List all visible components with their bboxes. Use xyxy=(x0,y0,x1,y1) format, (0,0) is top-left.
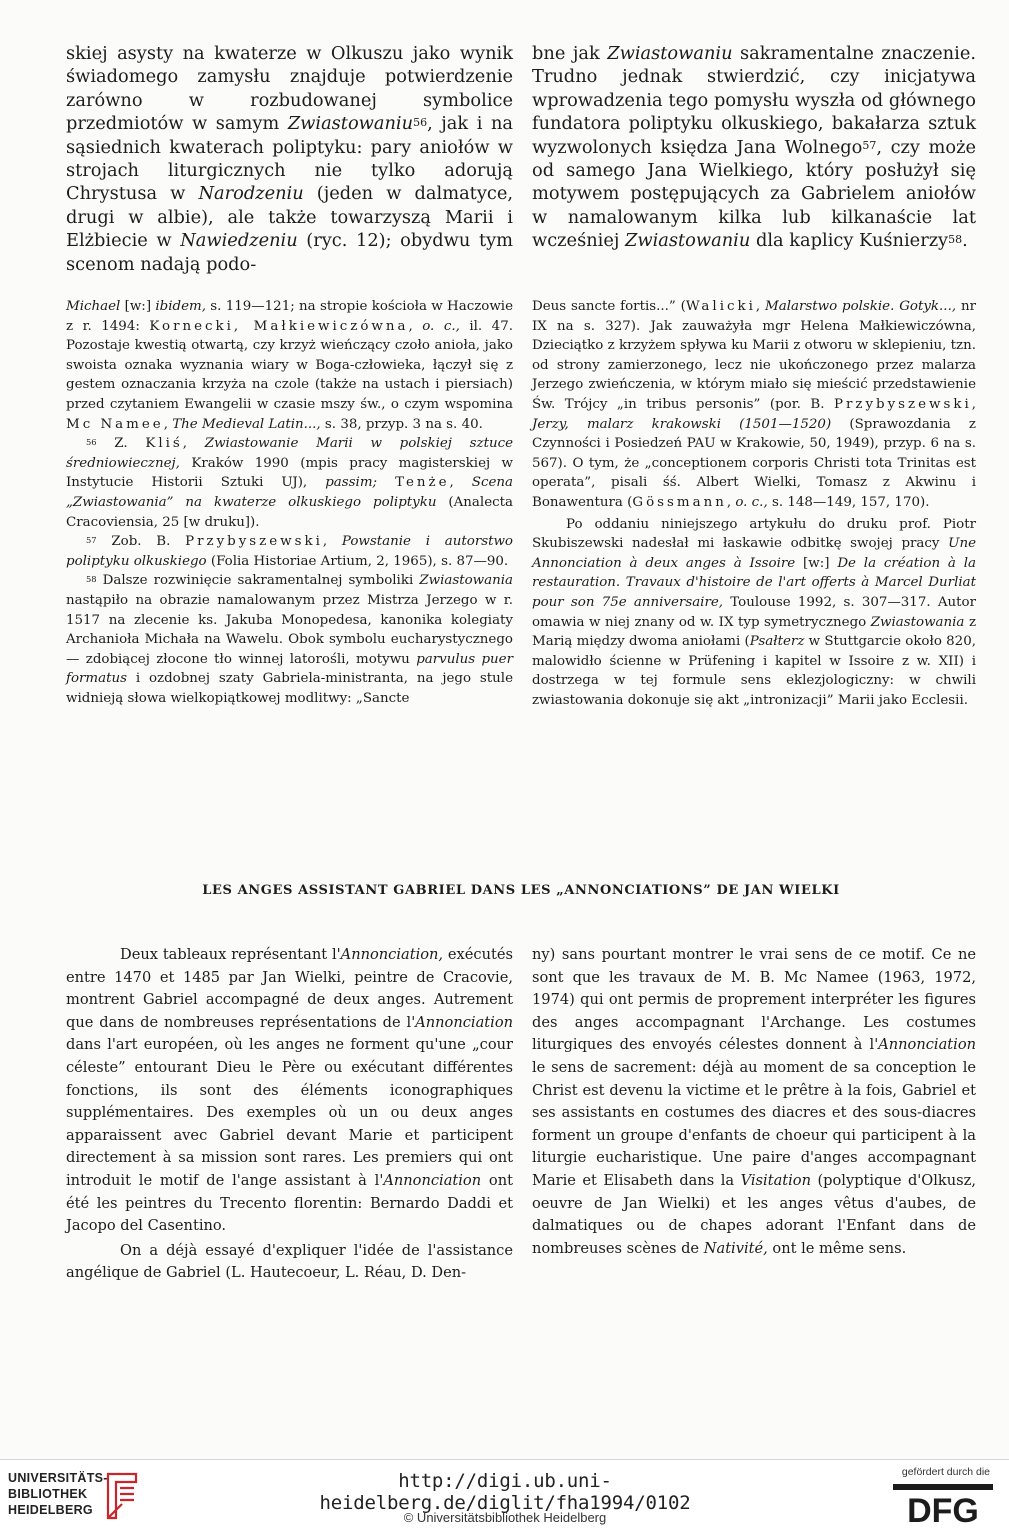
text-run: . xyxy=(962,230,968,252)
author-name: Przybyszewski xyxy=(833,396,972,412)
footnotes-left xyxy=(66,297,513,708)
library-name[interactable] xyxy=(8,1470,108,1518)
text-run: , czy może od samego Jana Wielkiego, który posłużył się motywem postępujących za Gabrielem aniołów w namalowanym kilka lub kilkanaście lat wcześniej xyxy=(532,136,976,252)
footnote-marker: 56 xyxy=(86,436,97,447)
text-run: ont été les peintres du Trecento florentin: Bernardo Daddi et Jacopo del Casentino. xyxy=(66,1171,513,1235)
footnote-marker: 57 xyxy=(86,534,97,545)
text-run: sakramentalne znaczenie. Trudno jednak stwierdzić, czy inicjatywa wprowadzenia tego pomysłu wyszła od głównego fundatora poliptyku olkuskiego, bakałarza sztuk wyzwolonych księdza Jana Wolnego xyxy=(532,43,976,158)
italic-text: Zwiastowania xyxy=(870,614,965,630)
text-run: ont le même sens. xyxy=(767,1239,907,1257)
paragraph xyxy=(66,42,513,276)
italic-text: Psałterz xyxy=(749,634,805,650)
text-run: Deux tableaux représentant l' xyxy=(120,946,341,963)
italic-text: Annonciation xyxy=(383,1171,482,1189)
text-run: w Stuttgarcie około 820, malowidło ścienne w Prüfening i kapitel w Issoire z w. XII) i dostrzega w tej formule sens eklezjologiczny: w chwili zwiastowania dokonuje się akt „intronizacji” Marii jako Ecclesii. xyxy=(532,634,976,708)
author-name: Mc Namee xyxy=(66,416,164,432)
text-run: (Folia Historiae Artium, 2, 1965), s. 87—90. xyxy=(206,553,509,569)
footnote-marker: 56 xyxy=(413,115,428,129)
italic-text: Annonciation xyxy=(878,1036,976,1054)
text-run: , xyxy=(182,436,205,452)
text-run: Dalsze rozwinięcie sakramentalnej symboliki xyxy=(96,573,420,589)
italic-text: ibidem, xyxy=(155,299,206,314)
text-run: s. 119—121; na stropie kościoła w Haczowie z r. 1494: xyxy=(66,299,514,334)
italic-text: Visitation xyxy=(740,1171,811,1189)
italic-text: Powstanie i autorstwo poliptyku olkuskiego xyxy=(66,534,513,569)
text-run: nr IX na s. 327). Jak zauważyła mgr Helena Małkiewiczówna, Dzieciątko z krzyżem spływa ku Marii z otworu w sklepieniu, tzn. od strony zamierzonego, lecz nie ukończonego przez malarza Jerzego zwieńczenia, w którym miało się mieścić przedstawienie Św. Trójcy „in tribus personis” (por. B. xyxy=(532,299,976,412)
author-name: Walicki xyxy=(685,299,756,314)
library-name-line: BIBLIOTHEK xyxy=(8,1487,88,1501)
author-name: Gössmann xyxy=(632,494,727,510)
paragraph xyxy=(532,297,976,513)
text-run: Kraków 1990 (mpis pracy magisterskiej w Instytucie Historii Sztuki UJ), xyxy=(66,455,513,491)
italic-text: Jerzy, malarz krakowski (1501—1520) xyxy=(532,416,832,432)
summary-text-left xyxy=(66,944,513,1285)
summary-title: LES ANGES ASSISTANT GABRIEL DANS LES „ANNONCIATIONS” DE JAN WIELKI xyxy=(202,883,840,898)
italic-text: Une Annonciation à deux anges à Issoire xyxy=(532,536,976,571)
main-text-left xyxy=(66,42,513,276)
paragraph xyxy=(66,1240,513,1285)
text-run: ny) sans pourtant montrer le vrai sens de ce motif. Ce ne sont que les travaux de M. B. Mc Namee (1963, 1972, 1974) qui ont permis de proprement interpréter les figures des anges accompagnant l'Archange. Les costumes liturgiques des envoyés célestes donnent à l' xyxy=(532,946,976,1054)
italic-text: Zwiastowaniu xyxy=(287,113,414,135)
italic-text: Zwiastowaniu xyxy=(607,43,733,64)
text-run: (Sprawozdania z Czynności i Posiedzeń PAU w Krakowie, 50, 1949), przyp. 6 na s. 567). O tym, że „conceptionem corporis Christi tota Trinitas est operata”, pisali śś. Albert Wielki, Tomasz z Akwinu i Bonawentura ( xyxy=(532,416,976,510)
italic-text: The Medieval Latin..., xyxy=(172,416,321,432)
italic-text: parvulus puer formatus xyxy=(66,651,514,687)
italic-text: De la création à la restauration. Travaux d'histoire de l'art offerts à Marcel Durliat pour son 75e anniversaire, xyxy=(532,555,976,610)
text-run: (ryc. 12); obydwu tym scenom nadają podo- xyxy=(66,230,513,275)
italic-text: Zwiastowaniu xyxy=(625,230,751,252)
text-run: Zob. B. xyxy=(96,534,186,550)
library-name-line: HEIDELBERG xyxy=(8,1503,93,1517)
text-run: skiej asysty na kwaterze w Olkuszu jako wynik świadomego zamysłu znajduje potwierdzenie zarówno w rozbudowanej symbolice przedmiotów w samym xyxy=(66,43,513,135)
footer-bar xyxy=(0,1460,1009,1533)
text-run: , xyxy=(971,396,976,412)
text-run: (Analecta Cracoviensia, 25 [w druku]). xyxy=(66,494,513,530)
summary-text-right xyxy=(532,944,976,1260)
text-run: s. 38, przyp. 3 na s. 40. xyxy=(320,416,483,432)
text-run: i ozdobnej szaty Gabriela-ministranta, na jego stule widnieją słowa wielkopiątkowej modlitwy: „Sancte xyxy=(66,671,513,706)
text-run: , xyxy=(726,494,736,510)
paragraph xyxy=(532,515,976,711)
text-run: il. 47. Pozostaje kwestią otwartą, czy krzyż wieńczący czoło anioła, jako swoista oznaka wyznania wiary w Boga-człowieka, łączył się z gestem oznaczania krzyża na czole (także na ustach i piersiach) przed czytaniem Ewangelii w czasie mszy św., o czym wspomina xyxy=(66,318,513,412)
text-run: (jeden w dalmatyce, drugi w albie), ale także towarzyszą Marii i Elżbiecie w xyxy=(66,183,513,252)
dfg-logo-icon[interactable] xyxy=(893,1480,993,1524)
text-run: dla kaplicy Kuśnierzy xyxy=(750,230,949,252)
paragraph xyxy=(532,944,976,1260)
main-text-right xyxy=(532,42,976,253)
permalink-url[interactable]: http://digi.ub.uni-heidelberg.de/diglit/fha1994/0102 xyxy=(319,1470,691,1514)
footnote xyxy=(66,434,513,532)
paragraph xyxy=(66,944,513,1238)
author-name: Kornecki, Małkiewiczówna xyxy=(149,318,409,334)
italic-text: Narodzeniu xyxy=(198,183,304,205)
text-run: z Marią między dwoma aniołami ( xyxy=(532,614,977,650)
text-run: , xyxy=(449,475,472,491)
italic-text: Malarstwo polskie. Gotyk..., xyxy=(765,299,957,314)
author-name: Przybyszewski xyxy=(185,534,323,550)
footnote-marker: 57 xyxy=(862,139,877,153)
italic-text: Scena „Zwiastowania” na kwaterze olkuskiego poliptyku xyxy=(66,475,514,510)
italic-text: Annonciation, xyxy=(340,946,444,963)
text-run: exécutés entre 1470 et 1485 par Jan Wielki, peintre de Cracovie, montrent Gabriel accompagné de deux anges. Autrement que dans de nombreuses représentations de l' xyxy=(66,946,513,1031)
text-run: , xyxy=(755,299,765,314)
text-run: s. 148—149, 157, 170). xyxy=(767,494,930,510)
footnote-marker: 58 xyxy=(948,232,963,246)
text-run: [w:] xyxy=(120,299,156,314)
text-run: , jak i na sąsiednich kwaterach poliptyku: pary aniołów w strojach liturgicznych nie tylko adorują Chrystusa w xyxy=(66,113,513,205)
text-run: [w:] xyxy=(795,555,838,571)
text-run: le sens de sacrement: déjà au moment de sa conception le Christ est devenu la victime et le prêtre à la fois, Gabriel et ses assistants en costumes des diacres et des sous-diacres forment un groupe d'enfants de choeur qui participent à la liturgie eucharistique. Une paire d'anges accompagnant Marie et Elisabeth dans la xyxy=(532,1058,976,1189)
library-logo-icon[interactable] xyxy=(102,1468,142,1526)
library-name-line: UNIVERSITÄTS- xyxy=(8,1471,108,1485)
text-run: , xyxy=(408,318,423,334)
text-run: Po oddaniu niniejszego artykułu do druku prof. Piotr Skubiszewski nadesłał mi łaskawie odbitkę swojej pracy xyxy=(532,516,976,552)
footnote xyxy=(66,532,513,571)
text-run: dans l'art européen, où les anges ne forment qu'une „cour céleste” entourant Dieu le Père ou exécutant différentes fonctions, ils sont des éléments iconographiques supplémentaires. Des exemples où un ou deux anges apparaissent avec Gabriel devant Marie et participent directement à sa mission sont rares. Les premiers qui ont introduit le motif de l'ange assistant à l' xyxy=(66,1036,513,1189)
author-name: Tenże xyxy=(395,475,450,491)
text-run: On a déjà essayé d'expliquer l'idée de l'assistance angélique de Gabriel (L. Hautecoeur, L. Réau, D. Den- xyxy=(66,1241,513,1282)
italic-text: passim; xyxy=(325,475,378,491)
text-run: , xyxy=(322,534,342,550)
italic-text: Zwiastowania xyxy=(419,573,513,589)
paragraph xyxy=(66,297,513,434)
italic-text: Michael xyxy=(66,299,121,314)
copyright-notice: © Universitätsbibliothek Heidelberg xyxy=(403,1510,607,1525)
italic-text: Annonciation xyxy=(415,1013,513,1031)
text-run: Toulouse 1992, s. 307—317. Autor omawia w niej znany od w. IX typ symetrycznego xyxy=(532,594,976,630)
text-run: nastąpiło na obrazie namalowanym przez Mistrza Jerzego w r. 1517 na zlecenie ks. Jakuba Monopedesa, kanonika kolegiaty Archanioła Michała na Wawelu. Obok symbolu eucharystycznego — zdobiącej złocone tło winnej latorośli, motywu xyxy=(66,592,513,667)
italic-text: Zwiastowanie Marii w polskiej sztuce średniowiecznej, xyxy=(66,436,514,471)
footnote xyxy=(66,571,513,708)
italic-text: o. c., xyxy=(422,318,460,334)
text-run: bne jak xyxy=(532,43,608,64)
text-run: , xyxy=(163,416,173,432)
text-run xyxy=(377,475,395,490)
dfg-logo-text: DFG xyxy=(907,1492,979,1524)
paragraph xyxy=(532,42,976,253)
text-run: (polyptique d'Olkusz, oeuvre de Jan Wielki) et les anges vêtus d'aubes, de dalmatiques ou de chapes adorant l'Enfant dans de nombreuses scènes de xyxy=(532,1171,976,1257)
text-run: Z. xyxy=(96,436,146,452)
italic-text: Nawiedzeniu xyxy=(180,230,298,252)
funded-by-label: gefördert durch die xyxy=(901,1466,990,1478)
footnotes-right xyxy=(532,297,976,710)
italic-text: o. c., xyxy=(735,494,768,510)
author-name: Kliś xyxy=(145,436,183,452)
footnote-marker: 58 xyxy=(86,573,97,584)
italic-text: Nativité, xyxy=(703,1239,768,1257)
text-run: Deus sancte fortis...” ( xyxy=(532,299,686,314)
